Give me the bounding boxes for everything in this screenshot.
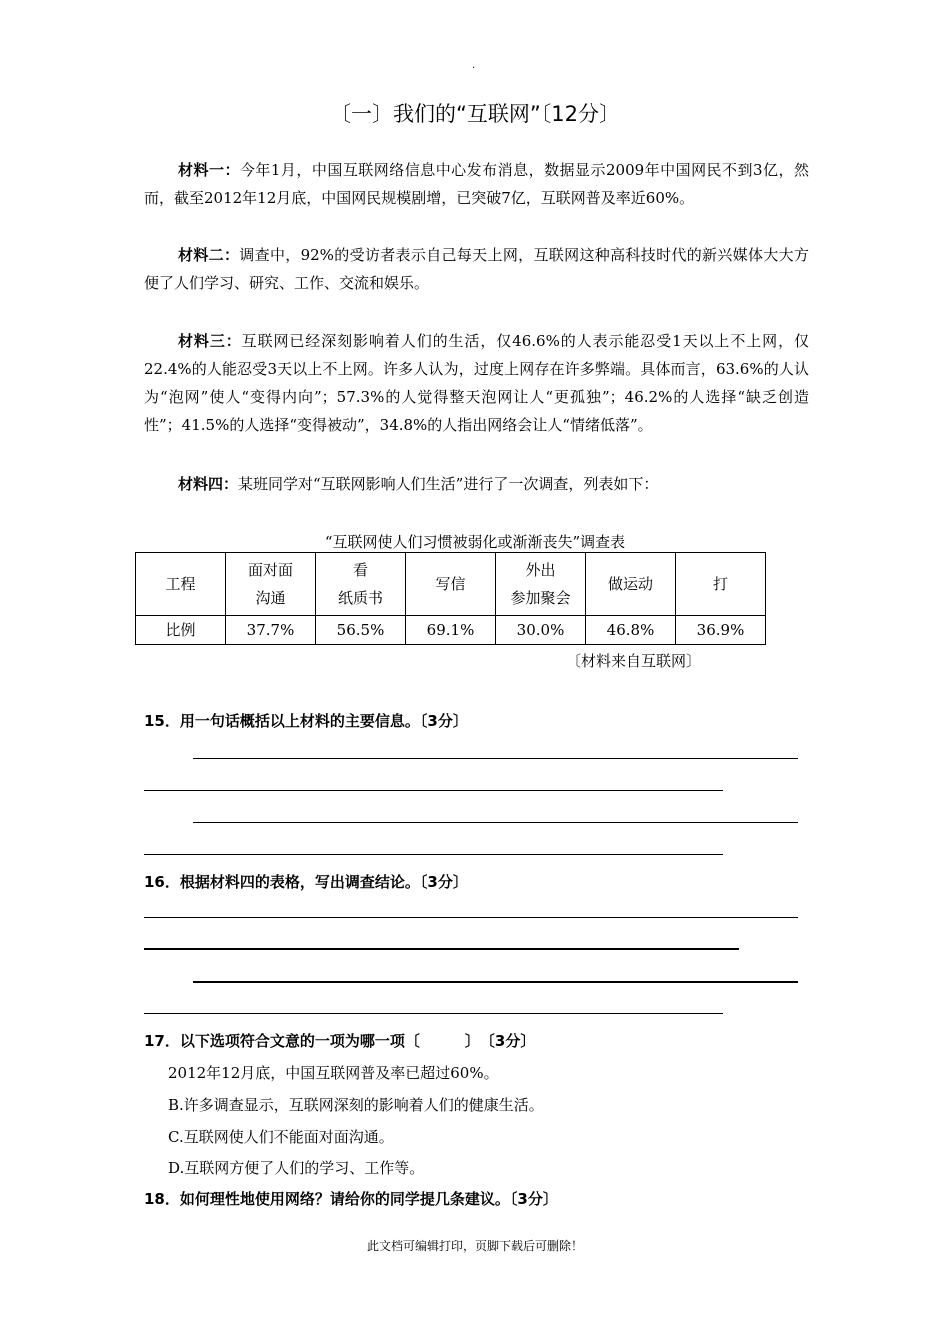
table-cell: 56.5% (316, 616, 406, 645)
question-18: 18．如何理性地使用网络？请给你的同学提几条建议。〔3分〕 (144, 1190, 558, 1208)
option-d[interactable]: D.互联网方便了人们的学习、工作等。 (168, 1159, 425, 1177)
page-title: 〔一〕我们的“互联网”〔12分〕 (330, 102, 620, 126)
table-row (136, 616, 766, 645)
option-a[interactable]: 2012年12月底，中国互联网普及率已超过60%。 (168, 1064, 499, 1082)
answer-line[interactable] (144, 854, 723, 855)
material-1-lead: 材料一： (178, 161, 240, 179)
table-header-cell: 写信 (406, 553, 496, 616)
table-header-cell: 打 (676, 553, 766, 616)
table-cell: 30.0% (496, 616, 586, 645)
material-3-lead: 材料三： (178, 332, 242, 350)
table-header-cell (316, 553, 406, 616)
material-4-text: 某班同学对“互联网影响人们生活”进行了一次调查，列表如下： (238, 475, 659, 493)
header-line2: 沟通 (255, 589, 286, 607)
answer-line[interactable] (144, 1013, 723, 1014)
answer-line[interactable] (193, 758, 798, 759)
header-dot: . (472, 60, 476, 71)
table-cell: 69.1% (406, 616, 496, 645)
header-line2: 参加聚会 (510, 589, 571, 607)
material-3-text: 互联网已经深刻影响着人们的生活，仅46.6%的人表示能忍受1天以上不上网，仅22.4%的人能忍受3天以上不上网。许多人认为，过度上网存在许多弊端。具体而言，63.6%的人认为“泡网”使人“变得内向”；57.3%的人觉得整天泡网让人“更孤独”；46.2%的人选择“缺乏创造性”；41.5%的人选择“变得被动”，34.8%的人指出网络会让人“情绪低落”。 (144, 332, 809, 434)
header-line1: 外出 (525, 561, 556, 579)
answer-line[interactable] (193, 981, 798, 983)
material-1-text: 今年1月，中国互联网络信息中心发布消息，数据显示2009年中国网民不到3亿，然而，截至2012年12月底，中国网民规模剧增，已突破7亿，互联网普及率近60%。 (144, 161, 809, 207)
option-b[interactable]: B.许多调查显示，互联网深刻的影响着人们的健康生活。 (168, 1096, 544, 1114)
material-4-lead: 材料四： (178, 475, 239, 493)
table-source: 〔材料来自互联网〕 (566, 652, 702, 670)
table-cell: 37.7% (226, 616, 316, 645)
table-caption: “互联网使人们习惯被弱化或渐渐丧失”调查表 (324, 533, 626, 551)
table-header-cell (496, 553, 586, 616)
table-header-cell: 做运动 (586, 553, 676, 616)
question-16: 16．根据材料四的表格，写出调查结论。〔3分〕 (144, 873, 468, 891)
table-cell: 36.9% (676, 616, 766, 645)
table-header-row (136, 553, 766, 616)
answer-line[interactable] (144, 790, 723, 791)
material-2-text: 调查中，92%的受访者表示自己每天上网，互联网这种高科技时代的新兴媒体大大方便了人们学习、研究、工作、交流和娱乐。 (144, 246, 809, 292)
question-17: 17．以下选项符合文意的一项为哪一项〔 〕 〔3分〕 (144, 1032, 536, 1050)
material-3 (144, 327, 809, 439)
table-cell: 46.8% (586, 616, 676, 645)
page-footer: 此文档可编辑打印，页脚下载后可删除！ (366, 1239, 583, 1253)
table-header-cell (226, 553, 316, 616)
answer-line[interactable] (193, 822, 798, 823)
header-line2: 纸质书 (337, 589, 383, 607)
material-1 (144, 156, 809, 212)
material-2 (144, 241, 809, 297)
question-15: 15．用一句话概括以上材料的主要信息。〔3分〕 (144, 712, 468, 730)
answer-line[interactable] (144, 948, 739, 950)
table-header-label: 工程 (136, 553, 226, 616)
header-line1: 面对面 (247, 561, 293, 579)
survey-table (135, 552, 766, 645)
material-4 (144, 470, 809, 498)
option-c[interactable]: C.互联网使人们不能面对面沟通。 (168, 1128, 394, 1146)
material-2-lead: 材料二： (178, 246, 240, 264)
table-row-label: 比例 (136, 616, 226, 645)
header-line1: 看 (352, 561, 368, 579)
answer-line[interactable] (144, 917, 798, 918)
